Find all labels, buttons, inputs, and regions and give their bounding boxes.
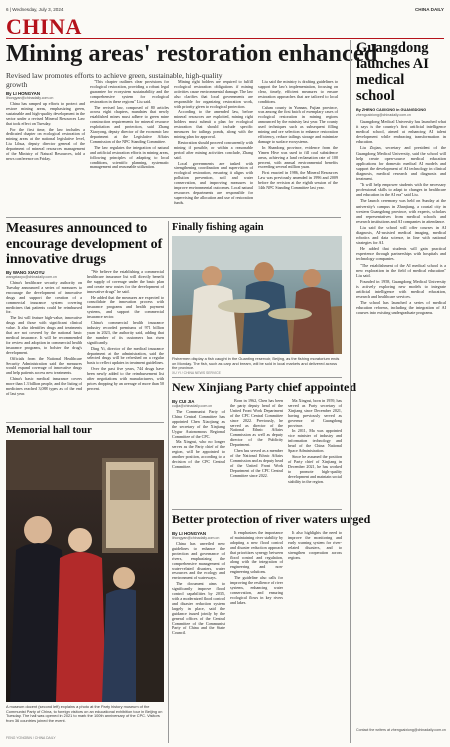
memorial-photo-image bbox=[6, 440, 164, 702]
memorial-photo bbox=[6, 440, 164, 702]
column-divider bbox=[168, 221, 169, 743]
lead-paragraph: "This chapter outlines clear provisions for ecological restoration, providing a robust legal guarantee for ecosystem sustainability and the comprehensive system for ecological restoration in these regions" Liu said. bbox=[90, 80, 169, 104]
drugs-byline: By WANG XIAOYU bbox=[6, 270, 45, 275]
lead-paragraph: Liu said the ministry is drafting guidelines to support the law's implementation, focusing on clear, timely, efficient measures to ensure restoration approaches that are tailored to local conditions. bbox=[258, 80, 338, 104]
lead-email: lihongyan@chinadaily.com.cn bbox=[6, 96, 54, 100]
lead-col-1 bbox=[6, 102, 85, 214]
xinjiang-paragraph: Ma Xingrui, who no longer serves as the Party chief of the region, will be appointed to another position, according to a decision of the CPC Central Committee. bbox=[172, 439, 225, 469]
paper-name: CHINA DAILY bbox=[414, 7, 444, 12]
river-byline: By LI HONGYAN bbox=[172, 531, 206, 536]
xinjiang-paragraph: Since he assumed the position of Party chief of Xinjiang in December 2021, he has worked to promote high-quality development and maintain social stability in the region. bbox=[288, 453, 342, 484]
sidebar-paragraph: Liu Ziqian, secretary and president of the Guangdong Medical University, said the school will help create open-source medical education applications for domestic medical AI models and support the development of AI technology in clinical diagnosis, medical research and diagnosis and treatment. bbox=[356, 145, 446, 182]
divider bbox=[6, 217, 341, 218]
xinjiang-col-3 bbox=[288, 399, 342, 506]
memorial-caption: A museum docent (second left) explains a photo at the Party history museum of the Communist Party of China, to foreign visitors on an educational exhibition tour in Beijing on Tuesday. The hall was opened in 2021 to mark the 100th anniversary of the CPC. Visitors from 36 countries joined the event. bbox=[6, 704, 163, 724]
sidebar-paragraph: Guangdong Medical University has launched what it says is the country's first artificial intelligence medical school, aimed at enhancing AI talent development while embracing transformation in education. bbox=[356, 119, 446, 145]
lead-paragraph: For the first time, the law includes a dedicated chapter on ecological restoration of mining areas at the national legislative level, Liu Lihua, deputy director general of the department of mineral resources management of the Ministry of Natural Resources, told a news conference on Friday. bbox=[6, 126, 85, 161]
fishing-photo bbox=[172, 236, 342, 354]
river-headline: Better protection of river waters urged bbox=[172, 512, 371, 526]
lead-paragraph: China has ramped up efforts to protect and restore mining areas, emphasizing green, sustainable and high-quality development in the sector under a revised Mineral Resources Law that took effect on Tuesday. bbox=[6, 102, 85, 126]
xinjiang-paragraph: The Communist Party of China Central Committee has appointed Chen Xiaojiang as the secretary of the Xinjiang Uygur Autonomous Regional Committee of the CPC. bbox=[172, 410, 225, 439]
sidebar-footer: Contact the writers at zhengcaixiong@chinadaily.com.cn bbox=[356, 728, 446, 732]
fishing-photo-image bbox=[172, 236, 342, 354]
sidebar-headline: Guangdong launches AI medical school bbox=[356, 40, 429, 104]
sidebar-paragraph: Founded in 1958, Guangdong Medical University is actively exploring new models to integrate artificial intelligence with medical education, research and healthcare services. bbox=[356, 278, 446, 300]
river-email: lihongyan@chinadaily.com.cn bbox=[172, 536, 220, 540]
drugs-paragraph: The list will feature high-value, innovative drugs and those with significant clinical value. It also identifies drugs and treatments that are not covered by the national basic medical insurance. It will be recommended for review and adoption in commercial health insurance programs, to bolster the drug's development. bbox=[6, 315, 82, 355]
memorial-credit: FENG YONGBIN / CHINA DAILY bbox=[6, 736, 56, 740]
lead-paragraph: Restoration should proceed concurrently with mining if possible, or within a reasonable period after mining activities conclude, Zhang said. bbox=[174, 139, 253, 160]
sidebar-paragraph: "It will help empower students with the necessary professional skills to adapt to changes in healthcare and education in the AI era" said Liu. bbox=[356, 182, 446, 198]
divider bbox=[172, 377, 342, 378]
xinjiang-col-1 bbox=[172, 410, 225, 506]
sidebar-paragraph: "The establishment of the AI medical school is a new exploration in the field of medical education" Liu said. bbox=[356, 262, 446, 278]
drugs-col-1 bbox=[6, 281, 82, 419]
sidebar-byline: By ZHENG CAIXIONG in GUANGDONG bbox=[356, 108, 427, 112]
drugs-paragraph: He added that the measures are expected to consolidate the innovation process with insurance programs and health payment systems, and support the commercial insurance sector. bbox=[87, 294, 164, 320]
lead-paragraph: First enacted in 1986, the Mineral Resources Law was previously amended in 1996 and 2009 before the revision at the eighth session of the 14th NPC Standing Committee last year. bbox=[258, 170, 338, 191]
lead-paragraph: In Shandong province, evidence from the Yimen Hive was used to fill coal subsidence areas, achieving a land reclamation rate of 100 percent, with annual environmental benefits exceeding several million yuan. bbox=[258, 144, 338, 170]
lead-headline: Mining areas' restoration enhanced bbox=[6, 40, 378, 67]
sidebar-email: zhengcaixiong@chinadaily.com.cn bbox=[356, 113, 411, 117]
drugs-col-2 bbox=[87, 270, 164, 419]
river-paragraph: It emphasizes the importance of maintaining river stability by adopting a new flood control and disaster reduction approach that prioritizes synergy between flood control and regulation, along with the integration of engineering and non-engineering solutions. bbox=[230, 531, 283, 575]
lead-paragraph: Mining right holders are required to fulfill ecological restoration obligations if mining activities cause environmental damage. The law also clarifies that local governments are responsible for organizing restoration work, with priority given to ecological protection. bbox=[174, 80, 253, 109]
lead-col-3 bbox=[174, 80, 253, 214]
section-rule bbox=[6, 38, 444, 39]
xinjiang-paragraph: Born in 1962, Chen has been the party deputy head of the United Front Work Department of the CPC Central Committee since 2022. Previously, he served as director of the National Ethnic Affairs Commission as well as deputy director of the Publicity Department. bbox=[230, 399, 283, 448]
drugs-paragraph: Over the past five years, 744 drugs have been newly added to the reimbursement list after negotiations with manufacturers, with prices dropping by an average of more than 50 percent. bbox=[87, 366, 164, 391]
drugs-paragraph: China's commercial health insurance industry recorded premiums of 971 billion yuan in 2023, the authority said, adding that the number of its customers has risen significantly. bbox=[87, 320, 164, 345]
lead-col-2 bbox=[90, 80, 169, 214]
lead-byline: By LI HONGYAN bbox=[6, 91, 40, 96]
lead-paragraph: Local governments are tasked with strengthening coordination and supervision of ecological restoration, ensuring it aligns with pollution prevention, soil and water conservation, and improving measures to improve environmental outcomes. Local natural resources departments are responsible for supervising the allocation and use of restoration funds. bbox=[174, 160, 253, 205]
lead-subhead: Revised law promotes efforts to achieve green, sustainable, high-quality growth bbox=[6, 71, 223, 89]
drugs-paragraph: "We believe the establishing a commercial healthcare insurance list will directly benefit the supply of coverage under the basic plan and create new routes for the development of innovative drugs" he said. bbox=[87, 270, 164, 294]
drugs-paragraph: Ding Yi, director of the medical insurance department at the administration, said the selected drugs will be refreshed on a regular basis to reflect updates in treatment guidelines. bbox=[87, 345, 164, 366]
fishing-credit: XU YI / CHINA NEWS SERVICE bbox=[172, 371, 221, 375]
drugs-paragraph: Officials from the National Healthcare Security Administration said the measures would expand coverage of innovative drugs and help patients access new treatments. bbox=[6, 355, 82, 376]
memorial-headline: Memorial hall tour bbox=[6, 425, 92, 436]
divider bbox=[172, 509, 342, 510]
sidebar-paragraph: He added that students will gain practical experience through partnerships with hospitals and technology companies. bbox=[356, 246, 446, 262]
river-col-1 bbox=[172, 542, 225, 743]
lead-paragraph: According to the amended law, before mineral resources are exploited, mining right holders must submit a plan for ecological restoration that should include specific measures for tailings ponds, along with the mining plan for approval. bbox=[174, 109, 253, 139]
divider bbox=[6, 422, 164, 423]
xinjiang-col-2 bbox=[230, 399, 283, 506]
drugs-paragraph: China's basic medical insurance covers more than 1.3 billion people, and the listing of medicines reached 3,088 types as of the end of last year. bbox=[6, 376, 82, 396]
lead-paragraph: Calum county in Yunnan, Fujian province, was among the first batch of exemplary cases of ecological restoration in mining regions announced by the ministry last year. The county used techniques such as subsequent filling mining and ore selection to enhance restoration efficiency, reduce tailings storage and minimize damage to surface ecosystems. bbox=[258, 104, 338, 144]
xinjiang-email: cuijia@chinadaily.com.cn bbox=[172, 404, 213, 408]
sidebar-body bbox=[356, 119, 446, 723]
river-col-2 bbox=[230, 531, 283, 743]
river-paragraph: The guideline also calls for improving the resilience of river systems, enhancing water conservation, and ensuring ecological flows in key rivers and lakes. bbox=[230, 575, 283, 605]
river-paragraph: China has unveiled new guidelines to enhance the protection and governance of rivers, emphasizing the comprehensive management of water-related disasters, water resources and the ecology and environment of waterways. bbox=[172, 542, 225, 581]
drugs-headline: Measures announced to encourage development of innovative drugs bbox=[6, 221, 163, 267]
sidebar-paragraph: The launch ceremony was held on Sunday at the university's campus in Zhanjiang, a coastal city in western Guangdong province, with experts, scholars and representatives from medical schools and research institutions and AI companies in attendance. bbox=[356, 198, 446, 224]
drugs-paragraph: China's healthcare security authority on Tuesday announced a series of measures to encourage the development of innovative drugs and support the creation of a commercial insurance system covering medicines that patients could be reimbursed for. bbox=[6, 281, 82, 315]
sidebar-divider bbox=[350, 40, 351, 743]
sidebar-paragraph: Liu said the school will offer courses in AI diagnosis, AI-assisted medical imaging, medical robotics and data science, in line with national strategies for AI. bbox=[356, 224, 446, 246]
sidebar-paragraph: The school has launched a series of medical education reforms, including the integration of AI courses into existing undergraduate programs. bbox=[356, 300, 446, 316]
xinjiang-paragraph: Ma Xingrui, born in 1959, has served as Party secretary of Xinjiang since December 2021, having previously served as governor of Guangdong province. bbox=[288, 399, 342, 428]
lead-paragraph: The law regulates the integration of natural and artificial restoration efforts in mining areas, following principles of adapting to local conditions, scientific planning, systematic management and reasonable utilization. bbox=[90, 144, 169, 170]
xinjiang-paragraph: Chen has served as a member of the National Ethnic Affairs Commission and as deputy head of the United Front Work Department of the CPC Central Committee since 2022. bbox=[230, 448, 283, 478]
section-title: CHINA bbox=[6, 14, 82, 39]
lead-paragraph: The revised law, composed of 80 articles across eight chapters, mandates that newly established mines must adhere to green mine construction requirements for mineral resource exploitation and protection, said Zhang Xiaoyong, deputy director of the economic law department at the Legislative Affairs Commission of the NPC Standing Committee. bbox=[90, 104, 169, 144]
river-paragraph: The document aims to significantly improve flood control capabilities by 2035, with a modernized flood control and disaster reduction system largely in place, said the guidance issued jointly by the general offices of the Central Committee of the Communist Party of China and the State Council. bbox=[172, 581, 225, 636]
fishing-caption: Fishermen display a fish caught in the Guanting reservoir, Beijing, as the fishing moratorium ends on Monday. The fish, such as carp and bream, will be sold in local markets and delivered across the province. bbox=[172, 356, 340, 371]
river-paragraph: It also highlights the need to improve the monitoring and early warning system for river-related disasters, and to strengthen cooperation across regions. bbox=[288, 531, 342, 560]
xinjiang-headline: New Xinjiang Party chief appointed bbox=[172, 380, 356, 394]
page-date: 6 | Wednesday, July 3, 2024 bbox=[6, 7, 64, 12]
xinjiang-byline: By CUI JIA bbox=[172, 399, 195, 404]
lead-col-4 bbox=[258, 80, 338, 214]
xinjiang-paragraph: In 2011, Ma was appointed vice minister of industry and information technology and head of the China National Space Administration. bbox=[288, 428, 342, 454]
fishing-headline: Finally fishing again bbox=[172, 222, 264, 233]
drugs-email: wangxiaoyu@chinadaily.com.cn bbox=[6, 275, 57, 279]
river-col-3 bbox=[288, 531, 342, 743]
